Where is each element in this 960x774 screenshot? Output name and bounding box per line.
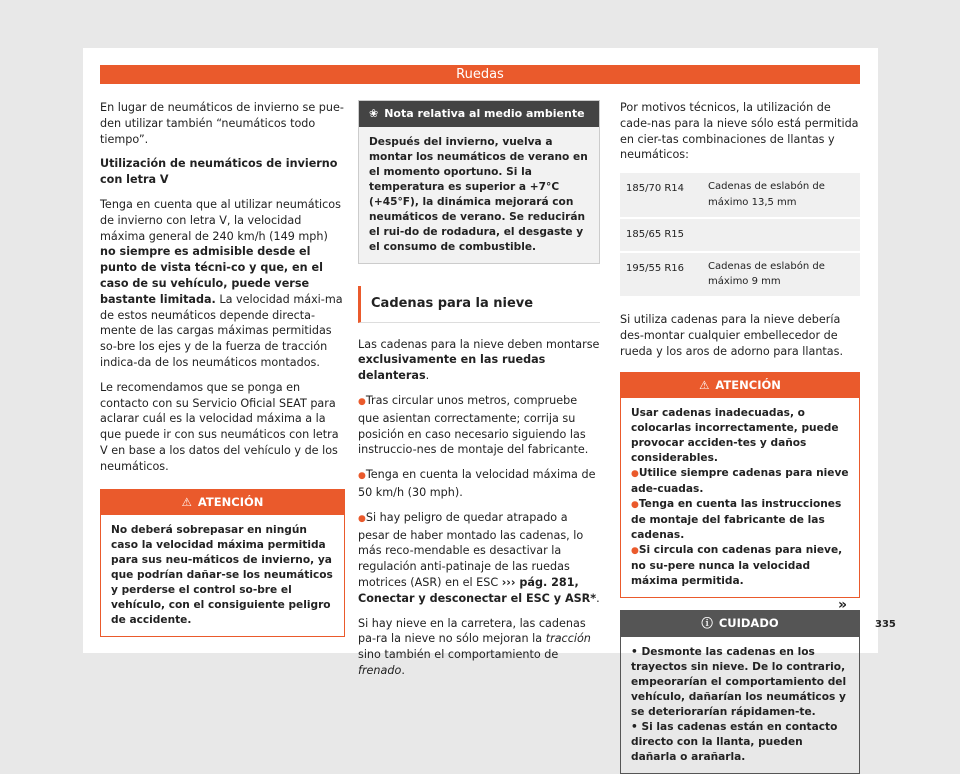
paragraph: Si utiliza cadenas para la nieve debería des-montar cualquier embellecedor de rueda y los aros de adorno para llantas. <box>620 313 844 358</box>
subheading: Utilización de neumáticos de invierno con letra V <box>100 157 338 187</box>
warning-icon: ⚠ <box>699 377 710 392</box>
warning-body: Usar cadenas inadecuadas, o colocarlas incorrectamente, puede provocar acciden-tes y daños considerables. ● Utilice siempre cadenas para nieve ade-cuadas. ● Tenga en cuenta las instrucciones de montaje del fabricante de las cadenas. ● Si circula con cadenas para nieve, no su-pere nunca la velocidad máxima permitida. <box>621 398 859 597</box>
warning-title: ATENCIÓN <box>197 494 264 509</box>
paragraph: Si hay nieve en la carretera, las cadenas pa-ra la nieve no sólo mejoran la tracción sino también el comportamiento de frenado. <box>358 616 591 677</box>
page-header: Ruedas <box>100 65 860 84</box>
paragraph: Tenga en cuenta que al utilizar neumáticos de invierno con letra V, la velocidad máxima general de 240 km/h (149 mph) no siempre es admisible desde el punto de vista técni-co y que, en el caso de su vehículo, puede verse bastante limitada. La velocidad máxi-ma de estos neumáticos depende directa-mente de las cargas máximas permitidas so-bre los ejes y de la fuerza de tracción indica-da de los neumáticos montados. <box>100 197 343 369</box>
paragraph: En lugar de neumáticos de invierno se pue-den utilizar también “neumáticos todo tiempo”. <box>100 101 344 146</box>
paragraph: Le recomendamos que se ponga en contacto con su Servicio Oficial SEAT para aclarar cuál es la velocidad máxima a la que puede ir con sus neumáticos con letra V en base a los datos del vehículo y de los neumáticos. <box>100 380 339 473</box>
caution-box <box>620 610 860 774</box>
info-icon: ⓘ <box>701 616 713 631</box>
column-right <box>620 100 860 774</box>
flower-icon: ❀ <box>369 107 379 120</box>
note-body: Después del invierno, vuelva a montar los neumáticos de verano en el momento oportuno. Si la temperatura es superior a +7°C (+45°F), la dinámica mejorará con neumáticos de verano. Se reducirán el rui-do de rodadura, el desgaste y el consumo de combustible. <box>369 135 588 253</box>
list-item: ● Si hay peligro de quedar atrapado a pesar de haber montado las cadenas, lo más reco-mendable es desactivar la regulación anti-patinaje de las ruedas motrices (ASR) en el ESC ››› pág. 281, Conectar y desconectar el ESC y ASR*. <box>358 510 600 607</box>
table-row: 185/70 R14 Cadenas de eslabón de máximo 13,5 mm <box>620 173 860 219</box>
section-title: Cadenas para la nieve <box>358 286 600 323</box>
continue-mark: » <box>838 597 848 613</box>
warning-box <box>620 372 860 599</box>
caution-title: CUIDADO <box>718 616 779 631</box>
warning-icon: ⚠ <box>181 494 192 509</box>
list-item: ● Tras circular unos metros, compruebe que asientan correctamente; corrija su posición en caso necesario siguiendo las instruccio-nes de montaje del fabricante. <box>358 393 600 458</box>
page-number: 335 <box>875 619 896 630</box>
chain-table <box>620 173 860 298</box>
page-link[interactable]: ››› pág. 281, Conectar y desconectar el ESC y ASR* <box>358 575 597 605</box>
note-title: Nota relativa al medio ambiente <box>384 107 585 120</box>
warning-box <box>100 489 345 638</box>
warning-body: No deberá sobrepasar en ningún caso la velocidad máxima permitida para sus neu-máticos de invierno, ya que podrían dañar-se los neumáticos y perderse el control so-bre el vehículo, con el consiguiente peligro de accidente. <box>111 524 333 627</box>
warning-title: ATENCIÓN <box>715 377 781 392</box>
column-left <box>100 100 345 637</box>
column-middle <box>358 100 600 688</box>
environment-note <box>358 100 600 264</box>
table-row: 185/65 R15 <box>620 219 860 253</box>
paragraph: Las cadenas para la nieve deben montarse exclusivamente en las ruedas delanteras. <box>358 337 600 383</box>
caution-body: • Desmonte las cadenas en los trayectos sin nieve. De lo contrario, empeorarían el comportamiento del vehículo, dañarían los neumáticos y se deteriorarían rápidamen-te. • Si las cadenas están en contacto directo con la llanta, pueden dañarla o arañarla. <box>631 646 847 764</box>
list-item: ● Tenga en cuenta la velocidad máxima de 50 km/h (30 mph). <box>358 467 600 501</box>
table-row: 195/55 R16 Cadenas de eslabón de máximo 9 mm <box>620 253 860 299</box>
paragraph: Por motivos técnicos, la utilización de cade-nas para la nieve sólo está permitida en cier-tas combinaciones de llantas y neumáticos: <box>620 101 859 162</box>
